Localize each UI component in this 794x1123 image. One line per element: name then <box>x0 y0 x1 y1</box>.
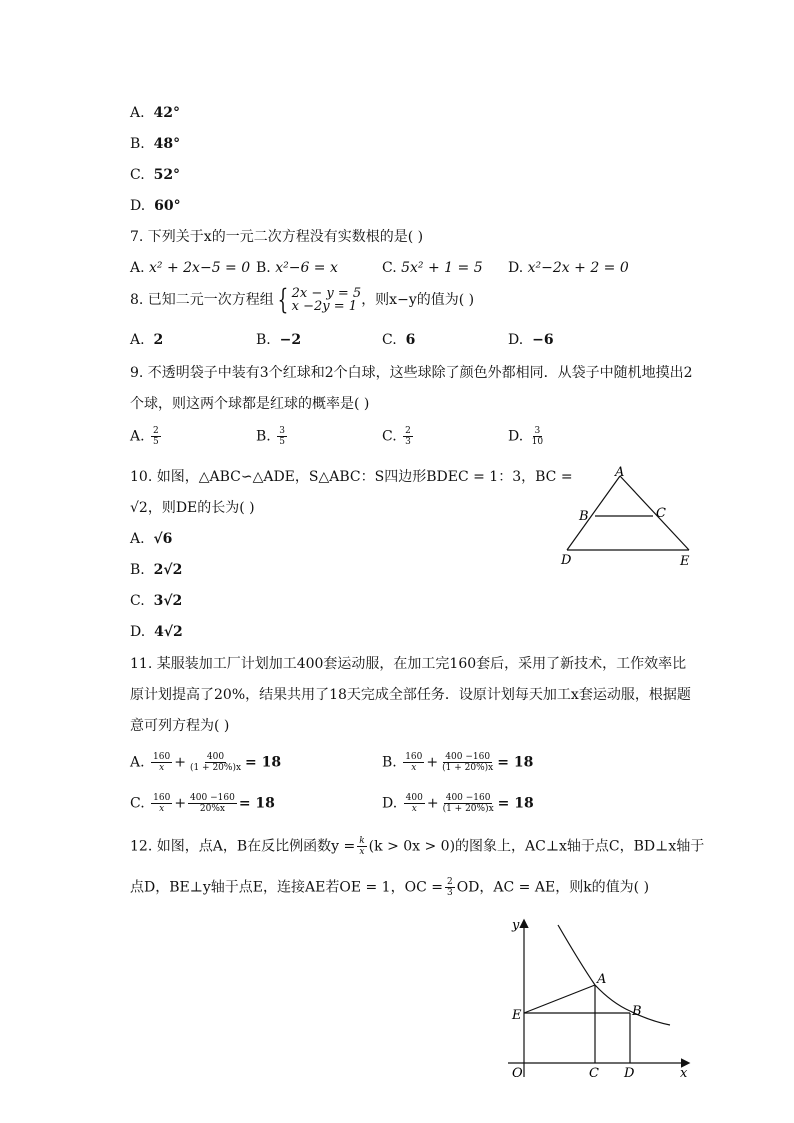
q8-option-d: D. −6 <box>508 332 554 348</box>
q11-stem-line2: 原计划提高了20%，结果共用了18天完成全部任务．设原计划每天加工x套运动服，根据题 <box>130 687 691 703</box>
edge-ae <box>620 476 689 550</box>
q8-option-b: B. −2 <box>256 332 302 348</box>
q9-option-d: D. $\frac{3}{10}$ <box>508 426 544 447</box>
q11-stem-line1: 11. 某服装加工厂计划加工400套运动服，在加工完160套后，采用了新技术，工作效率比 <box>130 656 687 672</box>
q9-stem-line2: 个球，则这两个球都是红球的概率是( ) <box>130 396 370 412</box>
q7-stem: 7. 下列关于x的一元二次方程没有实数根的是( ) <box>130 229 424 245</box>
q12-stem-line2: 点D，BE⊥y轴于点E，连接AE若OE = 1，OC = $\frac{2}{3}$ OD，AC = AE，则k的值为( ) <box>130 877 650 898</box>
label-a: A <box>615 466 625 480</box>
label-x: x <box>680 1066 688 1081</box>
q10-option-d: D. 4√2 <box>130 624 183 640</box>
label-b: B <box>632 1004 642 1019</box>
q10-option-c: C. 3√2 <box>130 593 183 609</box>
q11-stem-line3: 意可列方程为( ) <box>130 718 230 734</box>
q9-option-a: A. $\frac{2}{5}$ <box>130 426 159 447</box>
q7-option-b: B. x²−6 = x <box>256 260 338 276</box>
q11-option-b: B. $\frac{160}{x}$ + $\frac{400 -160}{(1 + 20\%)x}$ = 18 <box>382 752 534 773</box>
q9-option-b: B. $\frac{3}{5}$ <box>256 426 285 447</box>
q10-option-b: B. 2√2 <box>130 562 183 578</box>
label-c: C <box>589 1066 599 1081</box>
label-e: E <box>680 554 690 569</box>
label-o: O <box>512 1066 523 1081</box>
q12-graph-figure <box>500 915 700 1085</box>
q8-stem: 8. 已知二元一次方程组 { 2x − y = 5 x −2y = 1 ，则x−y的值为( ) <box>130 283 475 316</box>
label-e: E <box>512 1008 522 1023</box>
brace-icon: { <box>277 283 289 316</box>
q6-option-c: C. 52° <box>130 167 181 183</box>
q9-option-c: C. $\frac{2}{3}$ <box>382 426 411 447</box>
q10-triangle-figure <box>555 466 705 572</box>
label-y: y <box>512 918 520 933</box>
q7-option-d: D. x²−2x + 2 = 0 <box>508 260 629 276</box>
q6-option-d: D. 60° <box>130 198 181 214</box>
q6-option-b: B. 48° <box>130 136 181 152</box>
q11-option-d: D. $\frac{400}{x}$ + $\frac{400 -160}{(1 + 20\%)x}$ = 18 <box>382 793 534 814</box>
label-d: D <box>624 1066 635 1081</box>
label-a: A <box>597 972 607 987</box>
q8-option-c: C. 6 <box>382 332 416 348</box>
segment-ae <box>524 985 595 1013</box>
q6-option-a: A. 42° <box>130 105 180 121</box>
label-b: B <box>579 509 589 524</box>
hyperbola-curve <box>558 925 670 1025</box>
q10-stem-line1: 10. 如图，△ABC∽△ADE，S△ABC：S四边形BDEC = 1：3，BC = <box>130 469 573 485</box>
q12-stem-line1: 12. 如图，点A，B在反比例函数y = $\frac{k}{x}$ (k > 0x > 0)的图象上，AC⊥x轴于点C，BD⊥x轴于 <box>130 836 705 857</box>
label-d: D <box>561 553 572 568</box>
label-c: C <box>656 506 666 521</box>
q8-option-a: A. 2 <box>130 332 164 348</box>
q11-option-c: C. $\frac{160}{x}$ + $\frac{400 -160}{20\%x}$ = 18 <box>130 793 275 814</box>
q10-stem-line2: √2，则DE的长为( ) <box>130 500 255 516</box>
q11-option-a: A. $\frac{160}{x}$ + $\frac{400}{(1 + 20\%)x}$ = 18 <box>130 752 282 773</box>
q9-stem-line1: 9. 不透明袋子中装有3个红球和2个白球，这些球除了颜色外都相同．从袋子中随机地摸出2 <box>130 365 693 381</box>
q10-option-a: A. √6 <box>130 531 173 547</box>
q7-option-a: A. x² + 2x−5 = 0 <box>130 260 251 276</box>
edge-ad <box>567 476 620 550</box>
q7-option-c: C. 5x² + 1 = 5 <box>382 260 483 276</box>
